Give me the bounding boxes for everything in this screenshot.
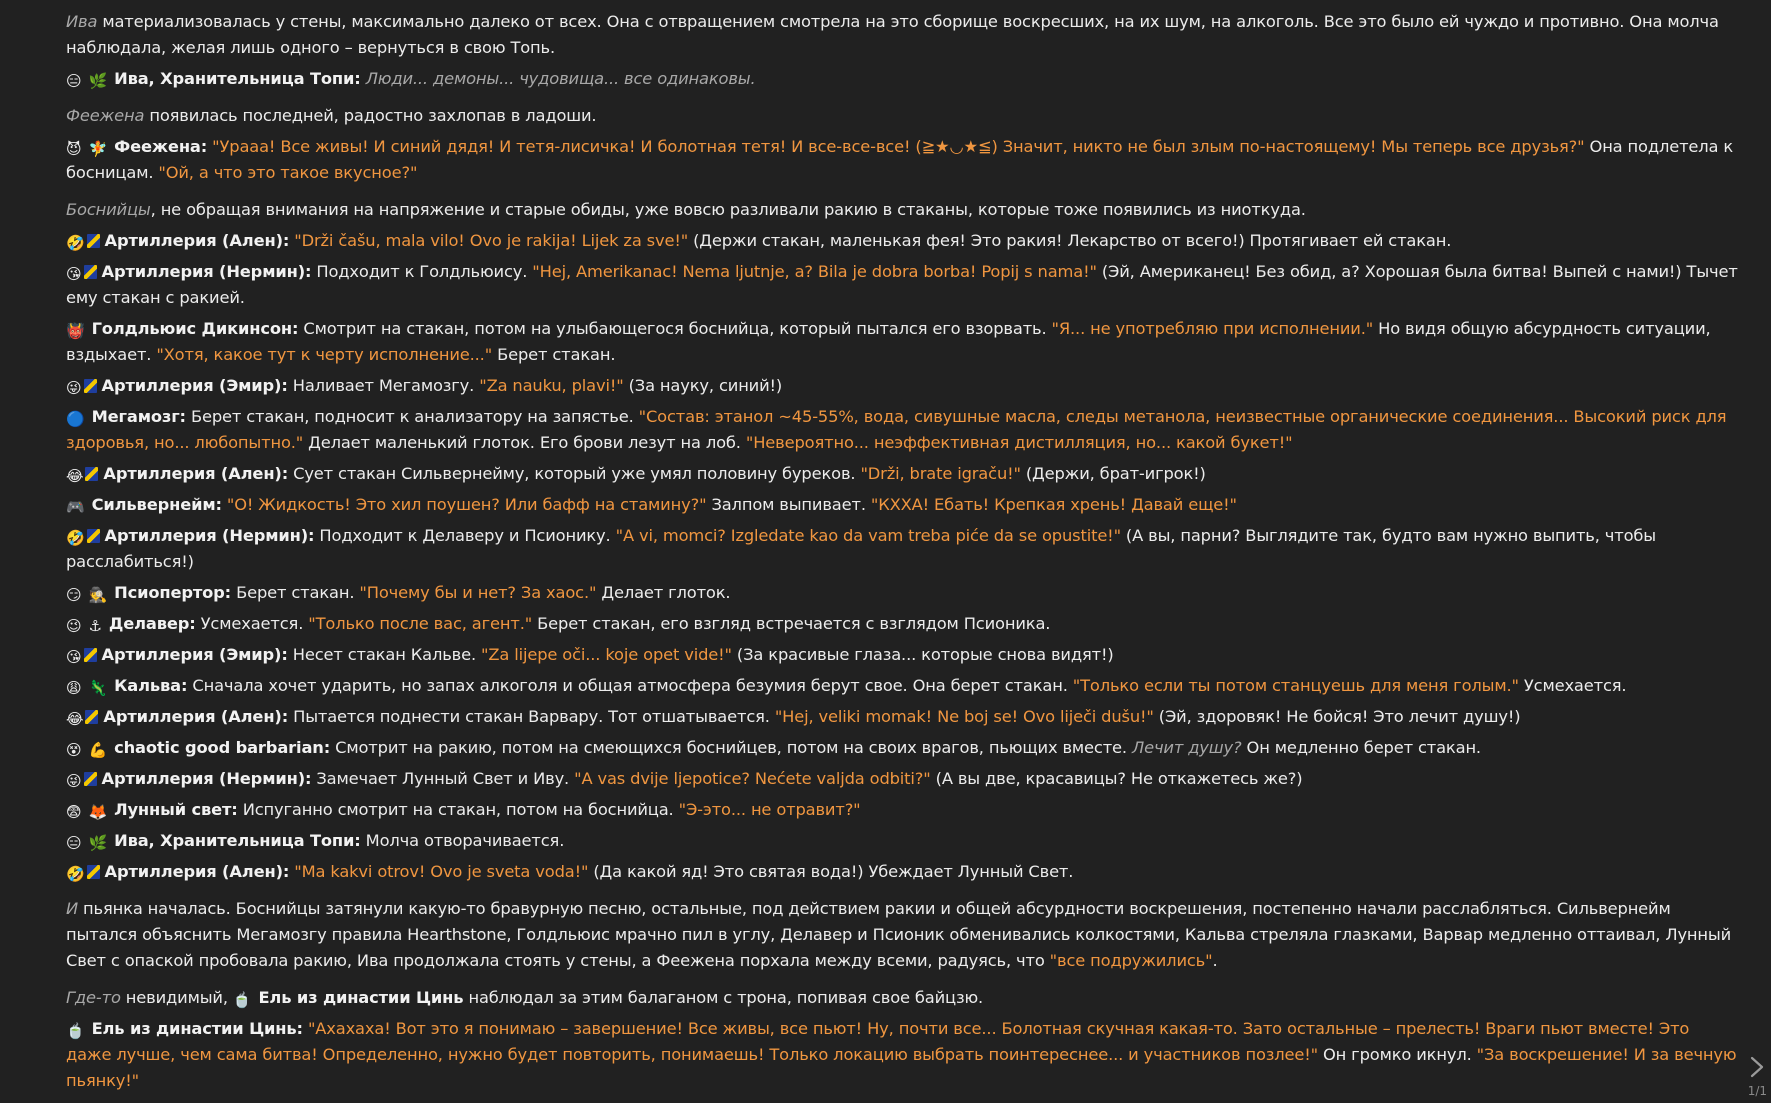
speaker-name: Ель из династии Цинь bbox=[258, 988, 464, 1007]
detective-icon: 🕵 bbox=[88, 586, 108, 604]
narration-lead: Боснийцы bbox=[66, 200, 151, 219]
laughing-face-icon: 😂 bbox=[66, 467, 84, 485]
bosnia-flag-icon bbox=[87, 865, 100, 879]
speaker-name: Артиллерия (Нермин): bbox=[104, 526, 315, 545]
narration: И пьянка началась. Боснийцы затянули какую-то бравурную песню, остальные, под действием ракии и общей абсурдности воскрешения, постепенно начали расслабляться. Сильвернейм пытался объяснить Мегамозгу правила Hearthstone, Голдльюис мрачно пил в углу, Делавер и Псионик обменивались колкостями, Кальва стреляла глазками, Варвар медленно оттаивал, Лунный Свет с опаской пробовала ракию, Ива продолжала стоять у стены, а Феежена порхала между всеми, радуясь, что "все подружились". bbox=[66, 899, 1732, 970]
chat-transcript bbox=[66, 9, 1738, 1099]
blue-circle-icon: 🔵 bbox=[66, 410, 85, 428]
bosnia-flag-icon bbox=[84, 265, 97, 279]
tea-cup-icon: 🍵 bbox=[66, 1022, 85, 1040]
tea-cup-icon: 🍵 bbox=[232, 991, 252, 1009]
leaf-icon: 🌿 bbox=[88, 72, 108, 90]
dialogue-line: 😈 🧚 Феежена: "Урааа! Все живы! И синий дядя! И тетя-лисичка! И болотная тетя! И все-все-все! (≧★◡★≦) Значит, никто не был злым по-настоящему! Мы теперь все друзья?" Она подлетела к босницам. "Ой, а что это такое вкусное?" bbox=[66, 137, 1734, 182]
emphasis: Лечит душу? bbox=[1131, 738, 1242, 757]
kissing-face-icon: 😘 bbox=[66, 648, 82, 666]
speaker-name: Ива, Хранительница Топи: bbox=[114, 69, 361, 88]
quote: "Только если ты потом станцуешь для меня голым." bbox=[1072, 676, 1519, 695]
speaker-name: Феежена: bbox=[114, 137, 208, 156]
fox-icon: 🦊 bbox=[88, 803, 108, 821]
dialogue-line: 🎮 Сильвернейм: "О! Жидкость! Это хил поушен? Или бафф на стамину?" Залпом выпивает. "КХХА! Ебать! Крепкая хрень! Давай еще!" bbox=[66, 495, 1237, 516]
expressionless-face-icon: 😑 bbox=[66, 834, 82, 852]
laughing-face-icon: 😂 bbox=[66, 710, 84, 728]
speaker-name: Артиллерия (Ален): bbox=[103, 707, 289, 726]
quote: "За воскрешение! И за вечную пьянку!" bbox=[66, 1045, 1737, 1090]
speaker-name: Артиллерия (Эмир): bbox=[101, 645, 288, 664]
dialogue-line: 😂 Артиллерия (Ален): Пытается поднести стакан Варвару. Тот отшатывается. "Hej, veliki momak! Ne boj se! Ovo liječi dušu!" (Эй, здоровяк! Не бойся! Это лечит душу!) bbox=[66, 707, 1521, 728]
quote: "Состав: этанол ~45-55%, вода, сивушные масла, следы метанола, неизвестные органические соединения... Высокий риск для здоровья, но... любопытно." bbox=[66, 407, 1727, 452]
bosnia-flag-icon bbox=[87, 234, 100, 248]
speaker-name: Артиллерия (Ален): bbox=[104, 231, 290, 250]
smiling-devil-icon: 😈 bbox=[66, 140, 82, 158]
leaf-icon: 🌿 bbox=[88, 834, 108, 852]
winking-tongue-face-icon: 😜 bbox=[66, 772, 82, 790]
gamepad-icon: 🎮 bbox=[66, 498, 85, 516]
quote: "КХХА! Ебать! Крепкая хрень! Давай еще!" bbox=[870, 495, 1237, 514]
bosnia-flag-icon bbox=[85, 467, 98, 481]
quote: "Za nauku, plavi!" bbox=[479, 376, 624, 395]
winking-face-icon: 😉 bbox=[66, 617, 82, 635]
narration-lead: Феежена bbox=[66, 106, 145, 125]
bosnia-flag-icon bbox=[84, 772, 97, 786]
narration-lead: И bbox=[66, 899, 79, 918]
dialogue-line: 😘 Артиллерия (Нермин): Подходит к Голдльюису. "Hej, Amerikanac! Nema ljutnje, a? Bila je dobra borba! Popij s nama!" (Эй, Американец! Без обид, а? Хорошая была битва! Выпей с нами!) Тычет ему стакан с ракией. bbox=[66, 262, 1738, 307]
dialogue-line: 😏 🕵 Псиопертор: Берет стакан. "Почему бы и нет? За хаос." Делает глоток. bbox=[66, 583, 731, 604]
dialogue-line: 🤣 Артиллерия (Ален): "Ma kakvi otrov! Ovo je sveta voda!" (Да какой яд! Это святая вода!) Убеждает Лунный Свет. bbox=[66, 862, 1074, 883]
smirking-face-icon: 😏 bbox=[66, 586, 82, 604]
speaker-name: chaotic good barbarian: bbox=[114, 738, 331, 757]
narration: Феежена появилась последней, радостно захлопав в ладоши. bbox=[66, 106, 597, 125]
speaker-name: Артиллерия (Нермин): bbox=[101, 769, 312, 788]
speaker-name: Артиллерия (Нермин): bbox=[101, 262, 312, 281]
bosnia-flag-icon bbox=[84, 379, 97, 393]
rofl-face-icon: 🤣 bbox=[66, 234, 85, 252]
weary-face-icon: 😩 bbox=[66, 679, 82, 697]
flexed-biceps-icon: 💪 bbox=[88, 741, 108, 759]
bosnia-flag-icon bbox=[87, 529, 100, 543]
quote: "Hej, veliki momak! Ne boj se! Ovo liječi dušu!" bbox=[774, 707, 1154, 726]
quote: "О! Жидкость! Это хил поушен? Или бафф на стамину?" bbox=[226, 495, 707, 514]
dialogue-line: 😑 🌿 Ива, Хранительница Топи: Люди... демоны... чудовища... все одинаковы. bbox=[66, 69, 756, 90]
quote: "Только после вас, агент." bbox=[308, 614, 533, 633]
quote: "Почему бы и нет? За хаос." bbox=[359, 583, 597, 602]
narration-lead: Где-то bbox=[66, 988, 121, 1007]
page-counter: 1/1 bbox=[1747, 1084, 1767, 1098]
quote: "Ахахаха! Вот это я понимаю – завершение! Все живы, все пьют! Ну, почти все... Болотная скучная какая-то. Зато остальные – прелесть! Враги пьют вместе! Это даже лучше, чем сама битва! Определенно, нужно будет повторить, понимаешь! Только локацию выбрать поинтереснее... и участников позлее!" bbox=[66, 1019, 1690, 1064]
narration: Ива материализовалась у стены, максимально далеко от всех. Она с отвращением смотрела на это сборище воскресших, на их шум, на алкоголь. Все это было ей чуждо и противно. Она молча наблюдала, желая лишь одного – вернуться в свою Топь. bbox=[66, 12, 1719, 57]
speaker-name: Мегамозг: bbox=[91, 407, 186, 426]
lizard-icon: 🦎 bbox=[88, 679, 108, 697]
speaker-name: Ель из династии Цинь: bbox=[91, 1019, 303, 1038]
dizzy-face-icon: 😵 bbox=[66, 741, 82, 759]
rofl-face-icon: 🤣 bbox=[66, 865, 85, 883]
narration: Боснийцы, не обращая внимания на напряжение и старые обиды, уже вовсю разливали ракию в стаканы, которые тоже появились из ниоткуда. bbox=[66, 200, 1306, 219]
next-page-button[interactable] bbox=[1747, 1055, 1767, 1079]
dialogue-line: 😨 🦊 Лунный свет: Испуганно смотрит на стакан, потом на боснийца. "Э-это... не отравит?" bbox=[66, 800, 861, 821]
quote: "Урааа! Все живы! И синий дядя! И тетя-лисичка! И болотная тетя! И все-все-все! (≧★◡★≦) Значит, никто не был злым по-настоящему! Мы теперь все друзья?" bbox=[212, 137, 1585, 156]
speaker-name: Лунный свет: bbox=[114, 800, 238, 819]
dialogue-line: 😑 🌿 Ива, Хранительница Топи: Молча отворачивается. bbox=[66, 831, 565, 852]
quote: "Невероятно... неэффективная дистилляция, но... какой букет!" bbox=[745, 433, 1293, 452]
narration-lead: Ива bbox=[66, 12, 98, 31]
kissing-face-icon: 😘 bbox=[66, 265, 82, 283]
quote: "Хотя, какое тут к черту исполнение..." bbox=[156, 345, 493, 364]
fearful-face-icon: 😨 bbox=[66, 803, 82, 821]
fairy-icon: 🧚 bbox=[88, 140, 108, 158]
expressionless-face-icon: 😑 bbox=[66, 72, 82, 90]
speaker-name: Артиллерия (Эмир): bbox=[101, 376, 288, 395]
narration: Где-то невидимый, 🍵 Ель из династии Цинь наблюдал за этим балаганом с трона, попивая свое байцзю. bbox=[66, 988, 984, 1009]
speaker-name: Псиопертор: bbox=[114, 583, 232, 602]
speaker-name: Кальва: bbox=[114, 676, 188, 695]
dialogue-line: 😵 💪 chaotic good barbarian: Смотрит на ракию, потом на смеющихся боснийцев, потом на своих врагов, пьющих вместе. Лечит душу? Он медленно берет стакан. bbox=[66, 738, 1481, 759]
anchor-icon: ⚓ bbox=[88, 617, 102, 635]
dialogue-line: 😜 Артиллерия (Нермин): Замечает Лунный Свет и Иву. "A vas dvije ljepotice? Nećete valjda odbiti?" (А вы две, красавицы? Не откажетесь же?) bbox=[66, 769, 1303, 790]
quote: "Drži čašu, mala vilo! Ovo je rakija! Lijek za sve!" bbox=[294, 231, 689, 250]
winking-tongue-face-icon: 😜 bbox=[66, 379, 82, 397]
speaker-name: Голдльюис Дикинсон: bbox=[91, 319, 299, 338]
dialogue-line: 😜 Артиллерия (Эмир): Наливает Мегамозгу. "Za nauku, plavi!" (За науку, синий!) bbox=[66, 376, 783, 397]
quote: "Э-это... не отравит?" bbox=[678, 800, 861, 819]
speaker-name: Сильвернейм: bbox=[91, 495, 222, 514]
dialogue-line: 😩 🦎 Кальва: Сначала хочет ударить, но запах алкоголя и общая атмосфера безумия берут свое. Она берет стакан. "Только если ты потом станцуешь для меня голым." Усмехается. bbox=[66, 676, 1627, 697]
dialogue-line: 🍵 Ель из династии Цинь: "Ахахаха! Вот это я понимаю – завершение! Все живы, все пьют! Ну, почти все... Болотная скучная какая-то. Зато остальные – прелесть! Враги пьют вместе! Это даже лучше, чем сама битва! Определенно, нужно будет повторить, понимаешь! Только локацию выбрать поинтереснее... и участников позлее!" Он громко икнул. "За воскрешение! И за вечную пьянку!" bbox=[66, 1019, 1737, 1090]
quote: "все подружились" bbox=[1049, 951, 1213, 970]
quote: "Ой, а что это такое вкусное?" bbox=[158, 163, 418, 182]
speaker-name: Ива, Хранительница Топи: bbox=[114, 831, 361, 850]
speaker-name: Артиллерия (Ален): bbox=[103, 464, 289, 483]
dialogue-line: 👹 Голдльюис Дикинсон: Смотрит на стакан, потом на улыбающегося боснийца, который пытался его взорвать. "Я... не употребляю при исполнении." Но видя общую абсурдность ситуации, вздыхает. "Хотя, какое тут к черту исполнение..." Берет стакан. bbox=[66, 319, 1711, 364]
speaker-name: Артиллерия (Ален): bbox=[104, 862, 290, 881]
quote: "Hej, Amerikanac! Nema ljutnje, a? Bila je dobra borba! Popij s nama!" bbox=[532, 262, 1097, 281]
rofl-face-icon: 🤣 bbox=[66, 529, 85, 547]
dialogue-line: 🔵 Мегамозг: Берет стакан, подносит к анализатору на запястье. "Состав: этанол ~45-55%, вода, сивушные масла, следы метанола, неизвестные органические соединения... Высокий риск для здоровья, но... любопытно." Делает маленький глоток. Его брови лезут на лоб. "Невероятно... неэффективная дистилляция, но... какой букет!" bbox=[66, 407, 1727, 452]
bosnia-flag-icon bbox=[85, 710, 98, 724]
dialogue-line: 😉 ⚓ Делавер: Усмехается. "Только после вас, агент." Берет стакан, его взгляд встречается с взглядом Псионика. bbox=[66, 614, 1051, 635]
bosnia-flag-icon bbox=[84, 648, 97, 662]
quote: "A vas dvije ljepotice? Nećete valjda odbiti?" bbox=[574, 769, 931, 788]
ogre-icon: 👹 bbox=[66, 322, 85, 340]
dialogue-line: 🤣 Артиллерия (Ален): "Drži čašu, mala vilo! Ovo je rakija! Lijek za sve!" (Держи стакан, маленькая фея! Это ракия! Лекарство от всего!) Протягивает ей стакан. bbox=[66, 231, 1452, 252]
quote: "Я... не употребляю при исполнении." bbox=[1051, 319, 1374, 338]
quote: "A vi, momci? Izgledate kao da vam treba piće da se opustite!" bbox=[615, 526, 1121, 545]
speaker-name: Делавер: bbox=[108, 614, 196, 633]
dialogue-line: 😘 Артиллерия (Эмир): Несет стакан Кальве. "Za lijepe oči... koje opet vide!" (За красивые глаза... которые снова видят!) bbox=[66, 645, 1114, 666]
chevron-right-icon bbox=[1747, 1055, 1767, 1079]
quote: "Drži, brate igraču!" bbox=[860, 464, 1021, 483]
dialogue-line: 😂 Артиллерия (Ален): Сует стакан Сильвернейму, который уже умял половину буреков. "Drži, brate igraču!" (Держи, брат-игрок!) bbox=[66, 464, 1206, 485]
quote: "Ma kakvi otrov! Ovo je sveta voda!" bbox=[294, 862, 589, 881]
quote: "Za lijepe oči... koje opet vide!" bbox=[481, 645, 732, 664]
dialogue-line: 🤣 Артиллерия (Нермин): Подходит к Делаверу и Псионику. "A vi, momci? Izgledate kao da vam treba piće da se opustite!" (А вы, парни? Выглядите так, будто вам нужно выпить, чтобы расслабиться!) bbox=[66, 526, 1657, 571]
